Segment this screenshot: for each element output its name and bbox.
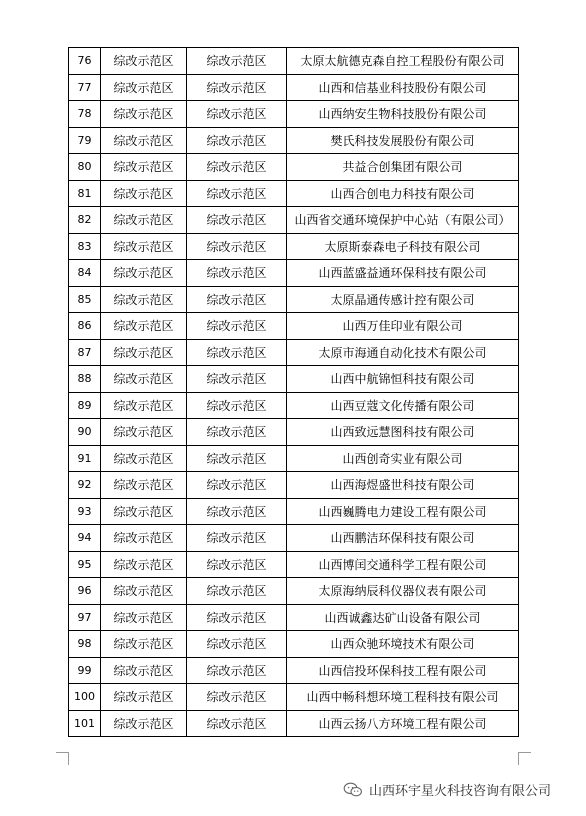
region-cell: 综改示范区 [101, 154, 187, 181]
company-name-cell: 太原市海通自动化技术有限公司 [287, 339, 519, 366]
region-cell: 综改示范区 [101, 48, 187, 75]
company-name-cell: 太原海纳辰科仪器仪表有限公司 [287, 578, 519, 605]
company-name-cell: 山西中航锦恒科技有限公司 [287, 366, 519, 393]
region-cell: 综改示范区 [101, 207, 187, 234]
page-corner-mark-right [518, 752, 531, 765]
district-cell: 综改示范区 [187, 366, 287, 393]
row-number-cell: 98 [69, 631, 101, 658]
region-cell: 综改示范区 [101, 604, 187, 631]
row-number-cell: 95 [69, 551, 101, 578]
row-number-cell: 93 [69, 498, 101, 525]
row-number-cell: 77 [69, 74, 101, 101]
page-corner-mark-left [56, 752, 69, 765]
region-cell: 综改示范区 [101, 127, 187, 154]
region-cell: 综改示范区 [101, 286, 187, 313]
table-row [69, 154, 519, 181]
row-number-cell: 91 [69, 445, 101, 472]
table-row [69, 578, 519, 605]
region-cell: 综改示范区 [101, 710, 187, 737]
table-row [69, 313, 519, 340]
region-cell: 综改示范区 [101, 445, 187, 472]
row-number-cell: 81 [69, 180, 101, 207]
table-row [69, 233, 519, 260]
table-row [69, 180, 519, 207]
company-name-cell: 太原晶通传感计控有限公司 [287, 286, 519, 313]
table-row [69, 101, 519, 128]
region-cell: 综改示范区 [101, 472, 187, 499]
region-cell: 综改示范区 [101, 260, 187, 287]
district-cell: 综改示范区 [187, 101, 287, 128]
company-name-cell: 太原斯泰森电子科技有限公司 [287, 233, 519, 260]
table-row [69, 551, 519, 578]
region-cell: 综改示范区 [101, 551, 187, 578]
company-name-cell: 山西诚鑫达矿山设备有限公司 [287, 604, 519, 631]
company-table [68, 47, 519, 737]
table-row [69, 339, 519, 366]
company-name-cell: 太原太航德克森自控工程股份有限公司 [287, 48, 519, 75]
row-number-cell: 88 [69, 366, 101, 393]
district-cell: 综改示范区 [187, 313, 287, 340]
company-name-cell: 山西海煜盛世科技有限公司 [287, 472, 519, 499]
region-cell: 综改示范区 [101, 498, 187, 525]
table-row [69, 445, 519, 472]
row-number-cell: 94 [69, 525, 101, 552]
region-cell: 综改示范区 [101, 419, 187, 446]
company-name-cell: 山西鹏洁环保科技有限公司 [287, 525, 519, 552]
region-cell: 综改示范区 [101, 657, 187, 684]
row-number-cell: 86 [69, 313, 101, 340]
watermark-text: 山西环宇星火科技咨询有限公司 [369, 784, 552, 799]
company-name-cell: 山西省交通环境保护中心站（有限公司） [287, 207, 519, 234]
row-number-cell: 97 [69, 604, 101, 631]
company-name-cell: 共益合创集团有限公司 [287, 154, 519, 181]
district-cell: 综改示范区 [187, 48, 287, 75]
district-cell: 综改示范区 [187, 631, 287, 658]
company-name-cell: 山西致远慧图科技有限公司 [287, 419, 519, 446]
district-cell: 综改示范区 [187, 419, 287, 446]
district-cell: 综改示范区 [187, 339, 287, 366]
row-number-cell: 78 [69, 101, 101, 128]
table-row [69, 286, 519, 313]
district-cell: 综改示范区 [187, 127, 287, 154]
company-name-cell: 山西蓝盛益通环保科技有限公司 [287, 260, 519, 287]
table-row [69, 392, 519, 419]
company-name-cell: 山西合创电力科技有限公司 [287, 180, 519, 207]
district-cell: 综改示范区 [187, 657, 287, 684]
district-cell: 综改示范区 [187, 260, 287, 287]
district-cell: 综改示范区 [187, 604, 287, 631]
table-row [69, 260, 519, 287]
district-cell: 综改示范区 [187, 710, 287, 737]
district-cell: 综改示范区 [187, 525, 287, 552]
row-number-cell: 79 [69, 127, 101, 154]
district-cell: 综改示范区 [187, 684, 287, 711]
region-cell: 综改示范区 [101, 233, 187, 260]
table-row [69, 207, 519, 234]
row-number-cell: 87 [69, 339, 101, 366]
table-body [69, 48, 519, 737]
region-cell: 综改示范区 [101, 684, 187, 711]
district-cell: 综改示范区 [187, 286, 287, 313]
wechat-icon [343, 782, 363, 798]
watermark [343, 780, 551, 799]
district-cell: 综改示范区 [187, 207, 287, 234]
company-name-cell: 山西和信基业科技股份有限公司 [287, 74, 519, 101]
row-number-cell: 99 [69, 657, 101, 684]
district-cell: 综改示范区 [187, 472, 287, 499]
company-name-cell: 山西万佳印业有限公司 [287, 313, 519, 340]
company-name-cell: 山西巍腾电力建设工程有限公司 [287, 498, 519, 525]
company-name-cell: 山西中畅科想环境工程科技有限公司 [287, 684, 519, 711]
region-cell: 综改示范区 [101, 101, 187, 128]
company-name-cell: 山西创奇实业有限公司 [287, 445, 519, 472]
company-name-cell: 山西豆蔻文化传播有限公司 [287, 392, 519, 419]
district-cell: 综改示范区 [187, 445, 287, 472]
table-row [69, 74, 519, 101]
row-number-cell: 80 [69, 154, 101, 181]
region-cell: 综改示范区 [101, 313, 187, 340]
district-cell: 综改示范区 [187, 551, 287, 578]
region-cell: 综改示范区 [101, 339, 187, 366]
company-name-cell: 山西云扬八方环境工程有限公司 [287, 710, 519, 737]
district-cell: 综改示范区 [187, 180, 287, 207]
region-cell: 综改示范区 [101, 366, 187, 393]
row-number-cell: 89 [69, 392, 101, 419]
table-row [69, 604, 519, 631]
table-row [69, 631, 519, 658]
table-row [69, 498, 519, 525]
table-row [69, 48, 519, 75]
table-row [69, 472, 519, 499]
district-cell: 综改示范区 [187, 392, 287, 419]
district-cell: 综改示范区 [187, 154, 287, 181]
row-number-cell: 100 [69, 684, 101, 711]
region-cell: 综改示范区 [101, 525, 187, 552]
district-cell: 综改示范区 [187, 74, 287, 101]
region-cell: 综改示范区 [101, 74, 187, 101]
company-name-cell: 樊氏科技发展股份有限公司 [287, 127, 519, 154]
company-name-cell: 山西博闰交通科学工程有限公司 [287, 551, 519, 578]
region-cell: 综改示范区 [101, 180, 187, 207]
row-number-cell: 84 [69, 260, 101, 287]
table-row [69, 525, 519, 552]
row-number-cell: 82 [69, 207, 101, 234]
table-row [69, 366, 519, 393]
region-cell: 综改示范区 [101, 631, 187, 658]
district-cell: 综改示范区 [187, 498, 287, 525]
district-cell: 综改示范区 [187, 578, 287, 605]
row-number-cell: 76 [69, 48, 101, 75]
table-row [69, 710, 519, 737]
row-number-cell: 96 [69, 578, 101, 605]
table-row [69, 657, 519, 684]
company-name-cell: 山西纳安生物科技股份有限公司 [287, 101, 519, 128]
row-number-cell: 85 [69, 286, 101, 313]
table-row [69, 419, 519, 446]
region-cell: 综改示范区 [101, 578, 187, 605]
table-row [69, 684, 519, 711]
row-number-cell: 90 [69, 419, 101, 446]
district-cell: 综改示范区 [187, 233, 287, 260]
row-number-cell: 83 [69, 233, 101, 260]
row-number-cell: 92 [69, 472, 101, 499]
region-cell: 综改示范区 [101, 392, 187, 419]
table-row [69, 127, 519, 154]
company-name-cell: 山西众驰环境技术有限公司 [287, 631, 519, 658]
company-name-cell: 山西信投环保科技工程有限公司 [287, 657, 519, 684]
row-number-cell: 101 [69, 710, 101, 737]
